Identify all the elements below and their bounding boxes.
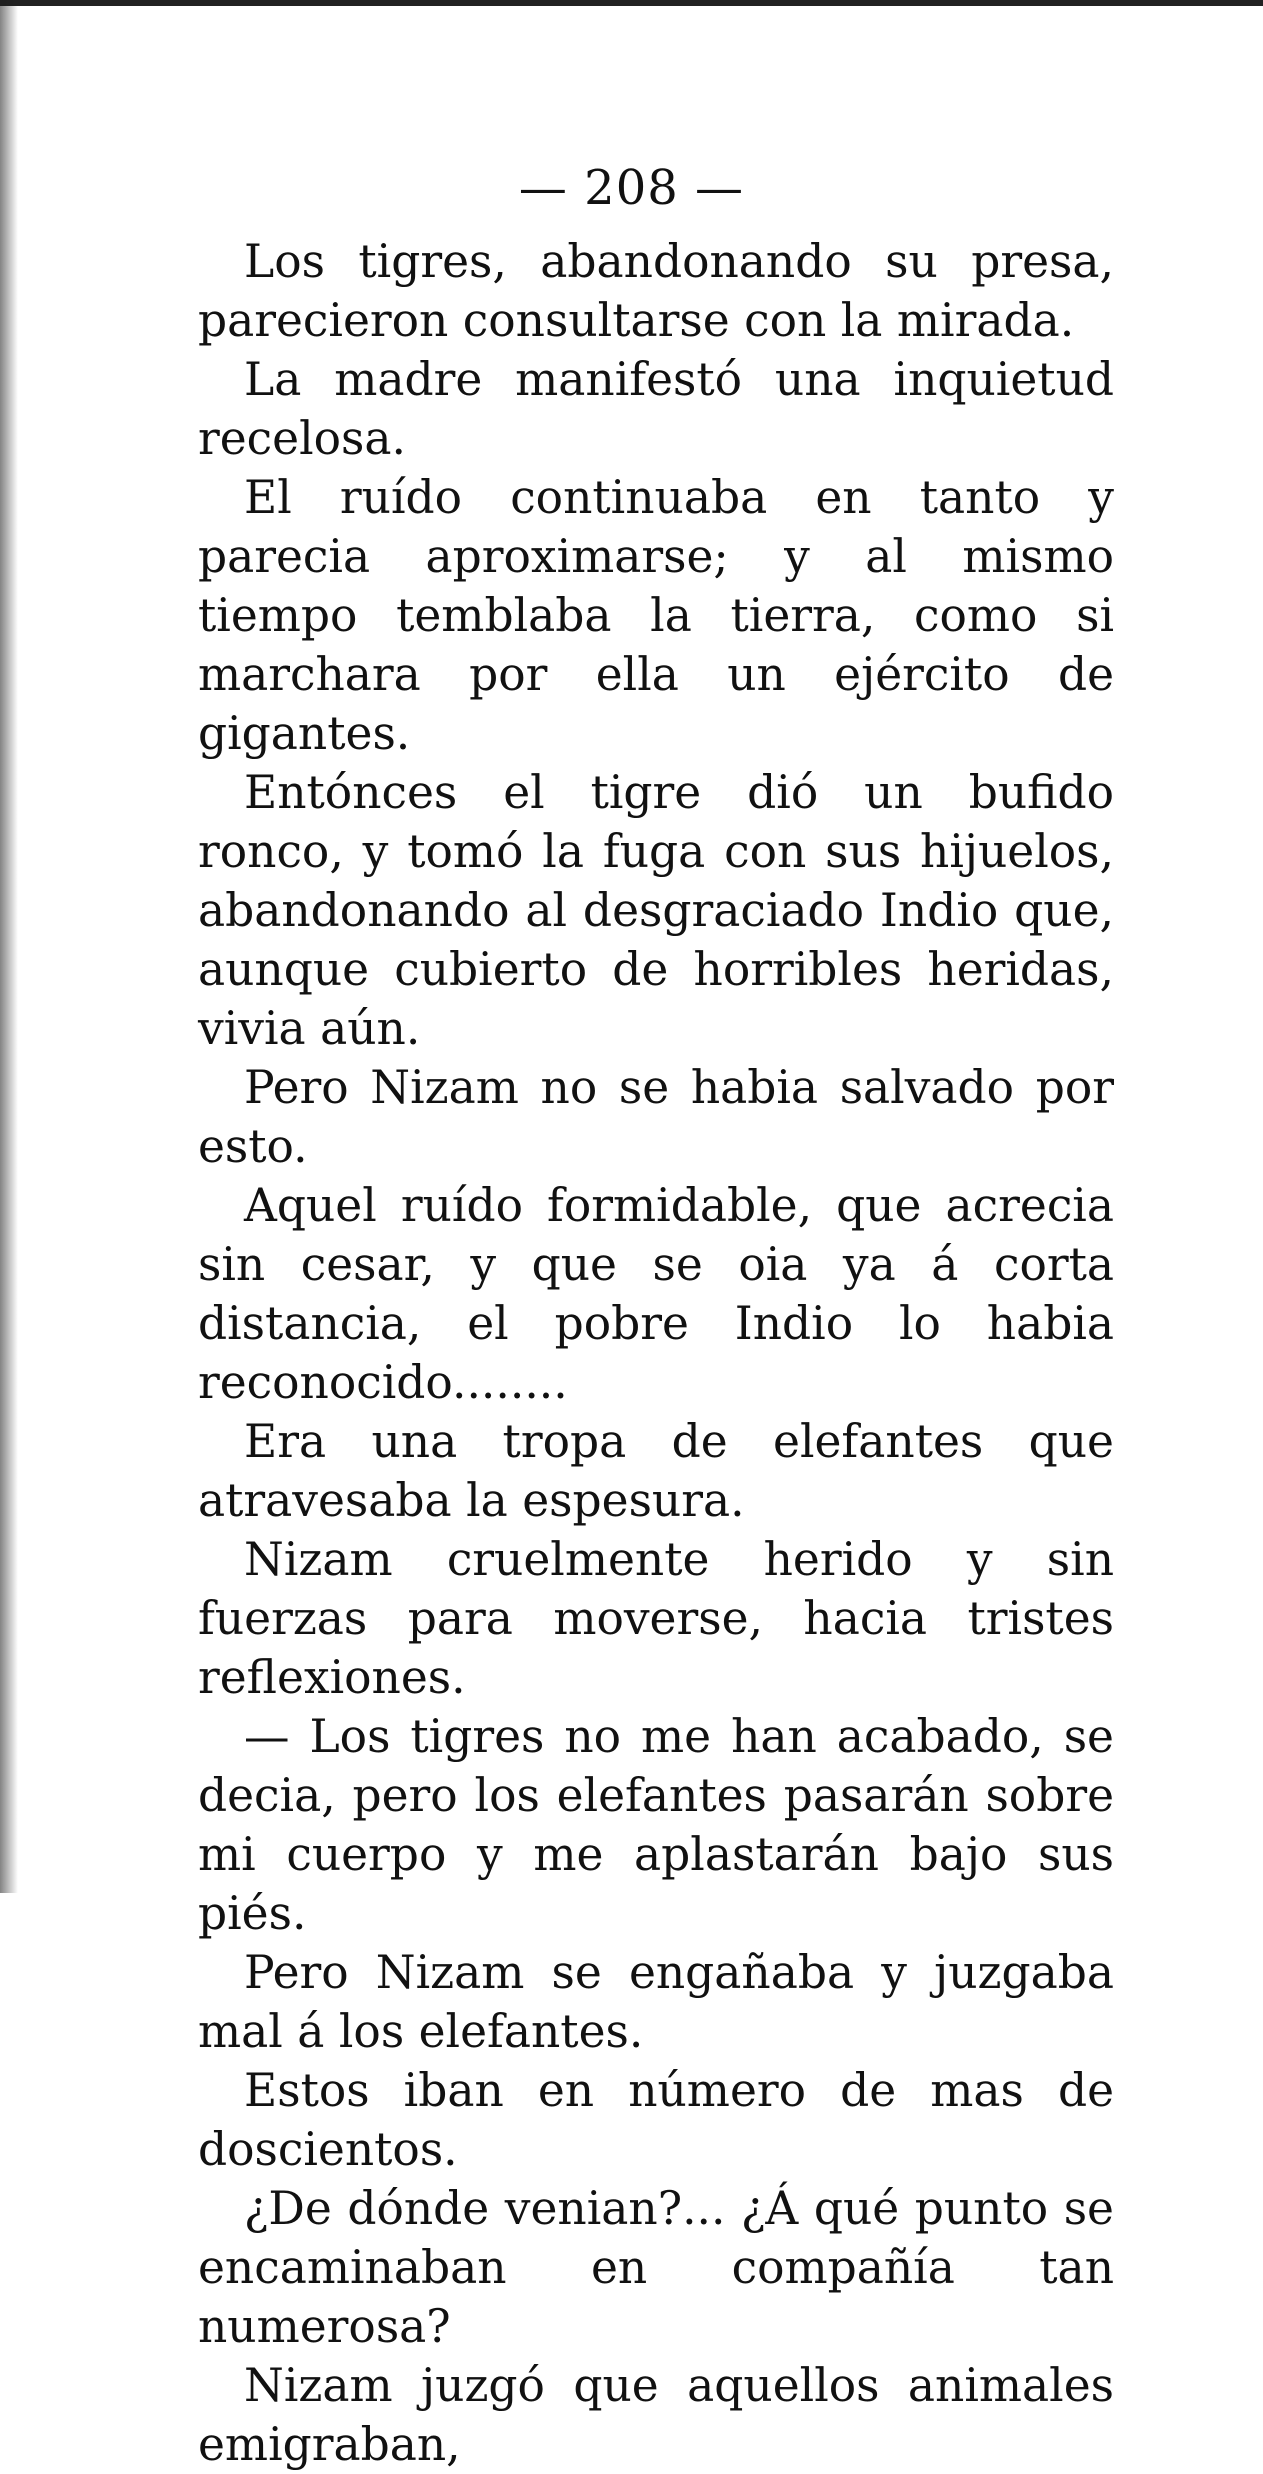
paragraph-8: Nizam cruelmente herido y sin fuerzas para moverse, hacia tristes reflexiones. xyxy=(198,1533,1114,1704)
paragraph-13: Nizam juzgó que aquellos animales emigraban, xyxy=(198,2359,1114,2471)
page-top-edge xyxy=(0,0,1263,6)
paragraph-1: Los tigres, abandonando su presa, parecieron consultarse con la mirada. xyxy=(198,235,1114,347)
paragraph-7: Era una tropa de elefantes que atravesaba la espesura. xyxy=(198,1415,1114,1527)
paragraph-2: La madre manifestó una inquietud recelosa. xyxy=(198,353,1114,465)
paragraph-11: Estos iban en número de mas de doscientos. xyxy=(198,2064,1114,2176)
page-left-edge xyxy=(0,0,18,1893)
paragraph-10: Pero Nizam se engañaba y juzgaba mal á los elefantes. xyxy=(198,1946,1114,2058)
paragraph-9: — Los tigres no me han acabado, se decia, pero los elefantes pasarán sobre mi cuerpo y me aplastarán bajo sus piés. xyxy=(198,1710,1114,1940)
paragraph-3: El ruído continuaba en tanto y parecia aproximarse; y al mismo tiempo temblaba la tierra, como si marchara por ella un ejército de gigantes. xyxy=(198,471,1114,760)
page-number: — 208 — xyxy=(518,160,745,216)
paragraph-4: Entónces el tigre dió un bufido ronco, y tomó la fuga con sus hijuelos, abandonando al desgraciado Indio que, aunque cubierto de horribles heridas, vivia aún. xyxy=(198,766,1114,1055)
paragraph-5: Pero Nizam no se habia salvado por esto. xyxy=(198,1061,1114,1173)
body-text xyxy=(198,232,1114,2474)
paragraph-12: ¿De dónde venian?... ¿Á qué punto se encaminaban en compañía tan numerosa? xyxy=(198,2182,1114,2353)
paragraph-6: Aquel ruído formidable, que acrecia sin cesar, y que se oia ya á corta distancia, el pobre Indio lo habia reconocido........ xyxy=(198,1179,1114,1409)
